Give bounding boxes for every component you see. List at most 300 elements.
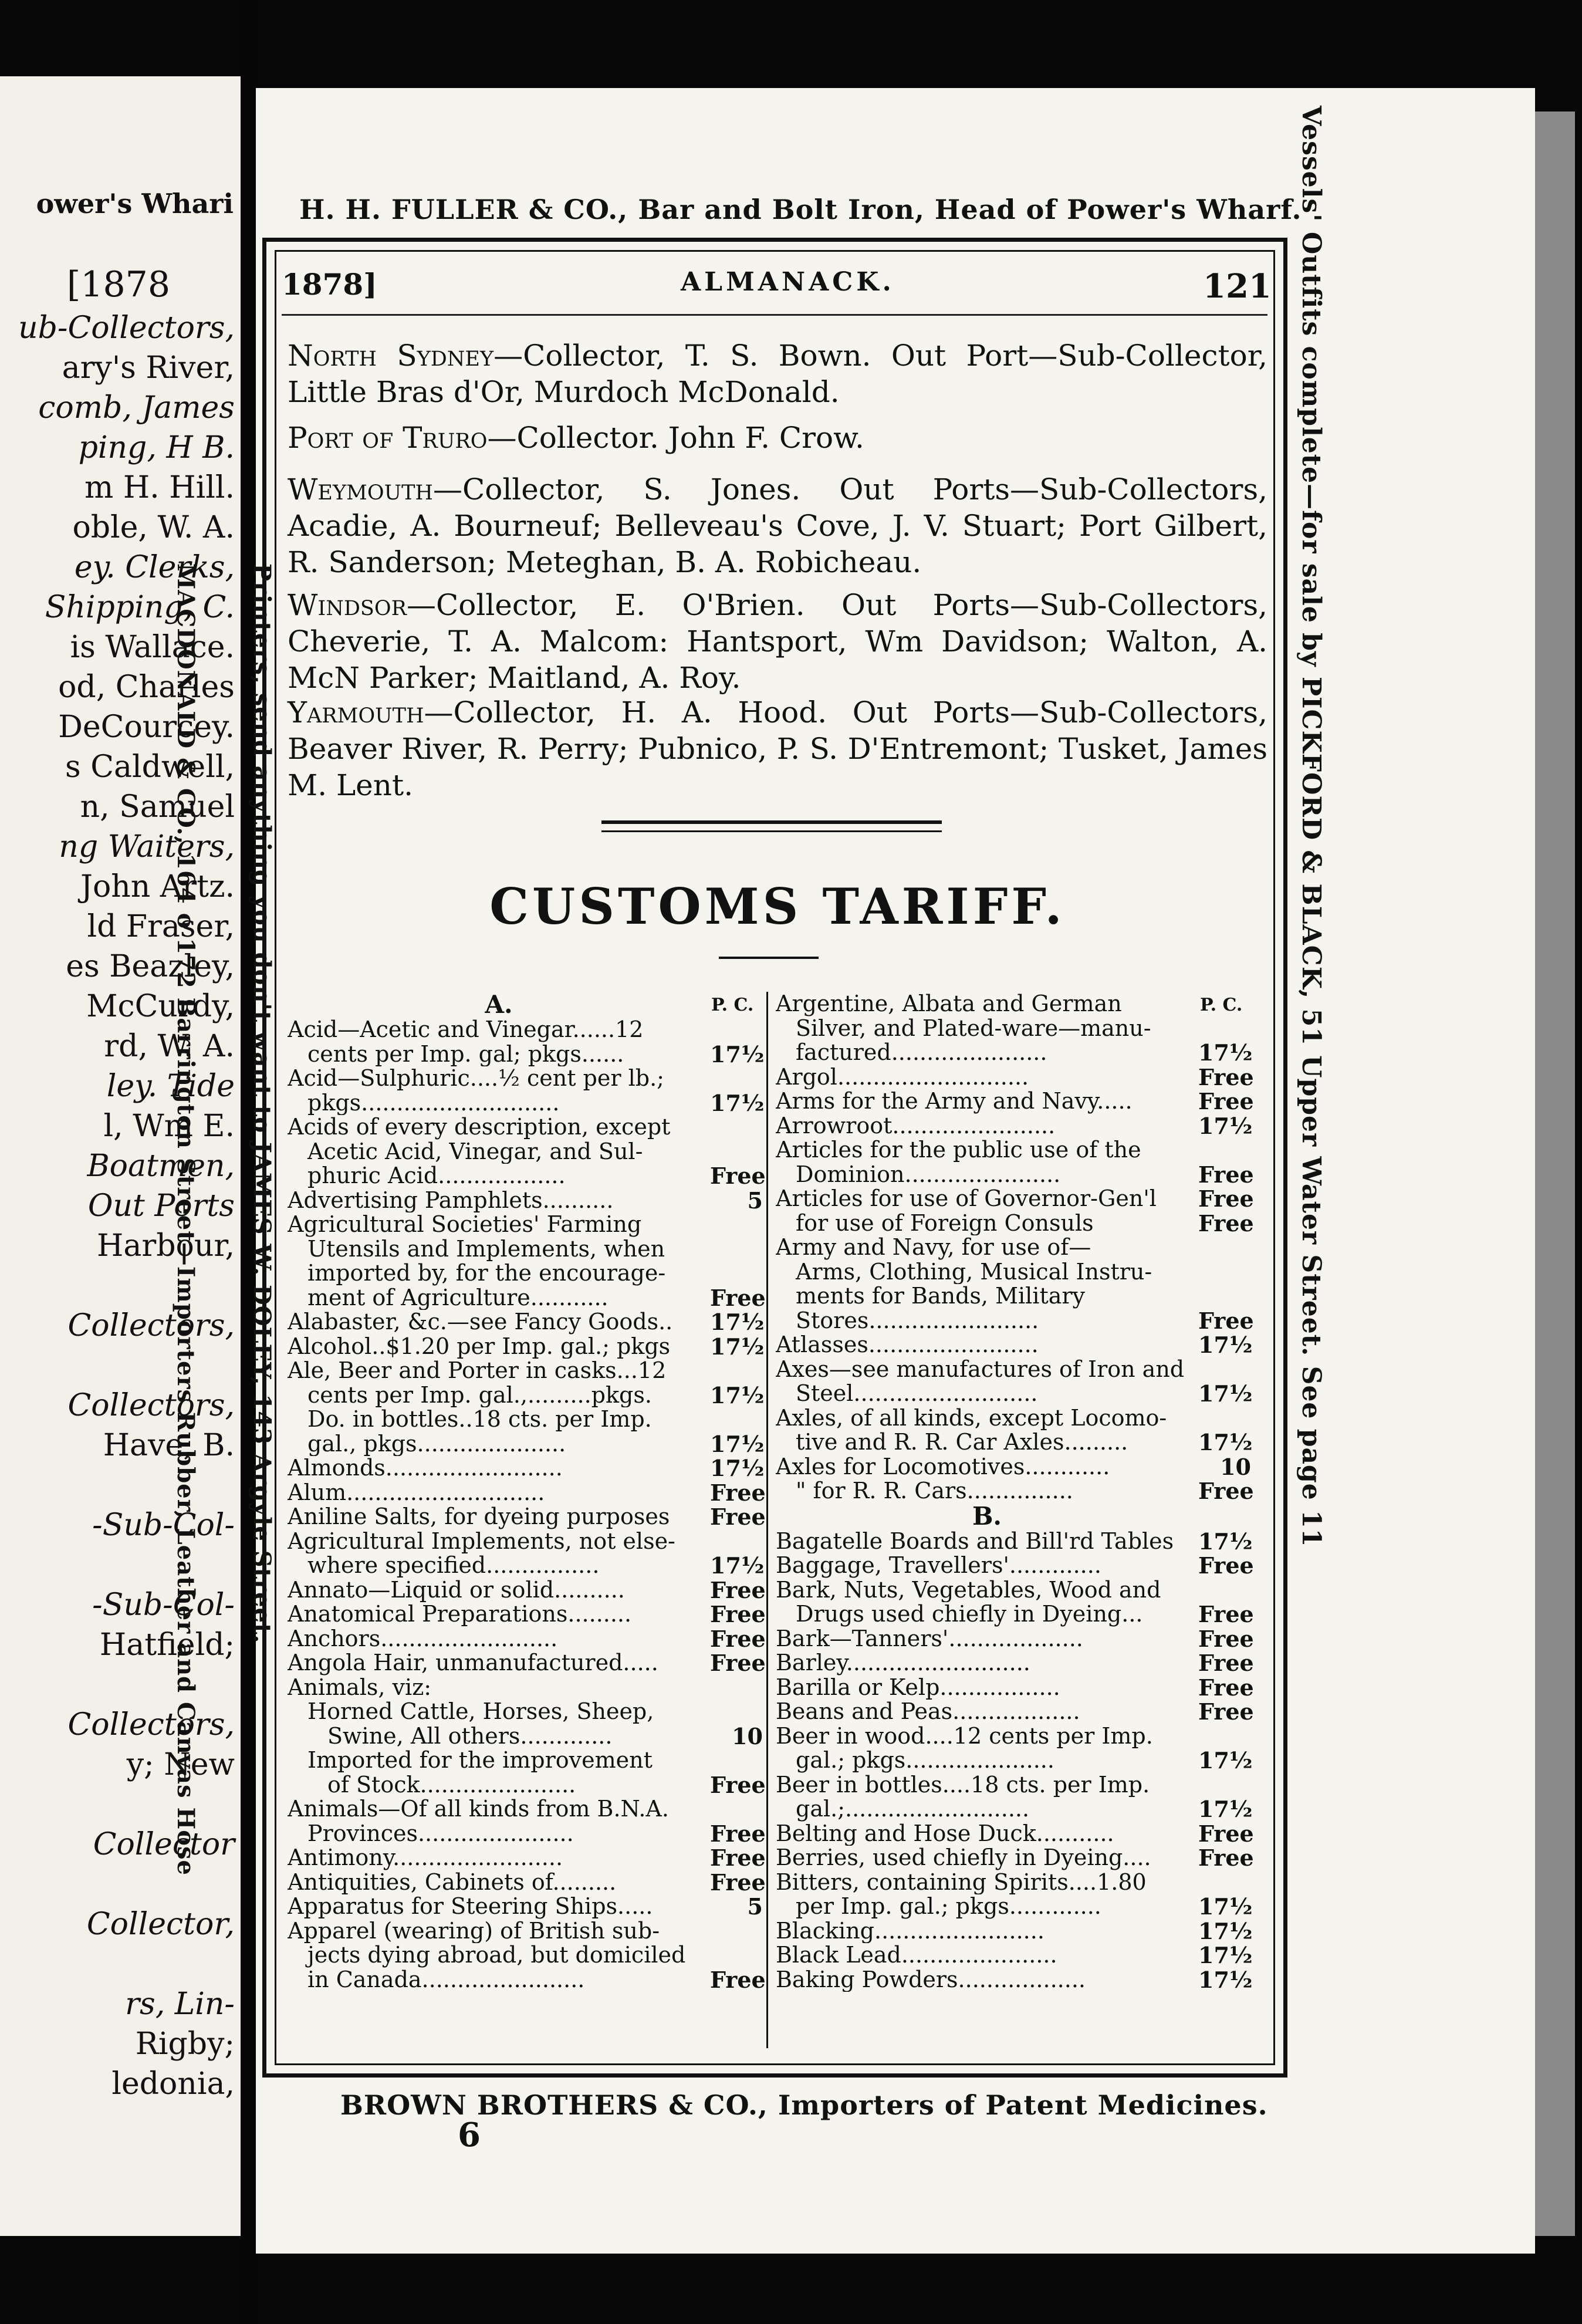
tariff-row — [288, 1601, 766, 1627]
tariff-item: ment of Agriculture........... — [307, 1285, 609, 1310]
top-advertisement: H. H. FULLER & CO., Bar and Bolt Iron, Head of Power's Wharf. — [299, 194, 1302, 225]
tariff-rate: Free — [1198, 1161, 1254, 1188]
tariff-item: Annato—Liquid or solid.......... — [288, 1578, 625, 1602]
facing-page-line: comb, James — [38, 390, 235, 425]
tariff-item: Acid—Sulphuric....½ cent per lb.; — [288, 1066, 664, 1091]
tariff-item: Drugs used chiefly in Dyeing... — [796, 1602, 1143, 1627]
tariff-rate: Free — [710, 1820, 766, 1847]
tariff-row — [288, 1576, 766, 1603]
tariff-item: Bagatelle Boards and Bill'rd Tables — [776, 1529, 1174, 1553]
tariff-rate — [710, 1212, 763, 1237]
tariff-row — [776, 1650, 1254, 1676]
tariff-rate — [710, 1237, 763, 1262]
tariff-item: Articles for the public use of the — [776, 1138, 1141, 1163]
facing-page-line: is Wallace. — [70, 630, 235, 665]
tariff-item: Berries, used chiefly in Dyeing.... — [776, 1846, 1151, 1870]
tariff-row — [776, 1845, 1254, 1871]
tariff-item: Do. in bottles..18 cts. per Imp. — [307, 1407, 652, 1432]
port-text: —Collector, H. A. Hood. Out Ports—Sub-Collectors, Beaver River, R. Perry; Pubnico, P. S. D'Entremont; Tusket, James M. Lent. — [288, 695, 1267, 802]
tariff-row — [776, 1088, 1254, 1114]
tariff-row — [776, 1016, 1251, 1041]
tariff-row — [776, 1260, 1251, 1285]
tariff-title: CUSTOMS TARIFF. — [489, 877, 1066, 935]
tariff-item: Alcohol..$1.20 per Imp. gal.; pkgs — [288, 1334, 671, 1359]
tariff-row — [288, 1042, 763, 1067]
tariff-row — [776, 1161, 1254, 1188]
tariff-item: tive and R. R. Car Axles......... — [796, 1430, 1128, 1455]
tariff-row — [776, 1625, 1254, 1652]
tariff-row — [776, 1063, 1254, 1090]
port-truro — [288, 420, 1267, 456]
tariff-row — [776, 1894, 1251, 1919]
header-rule — [282, 314, 1267, 316]
tariff-row — [776, 1797, 1251, 1822]
signature-mark: 6 — [458, 2116, 481, 2154]
tariff-rate: 17½ — [1198, 1893, 1253, 1920]
tariff-item: Horned Cattle, Horses, Sheep, — [307, 1700, 654, 1724]
facing-page-line: es Beazley, — [66, 949, 235, 984]
tariff-item: Argol........................... — [776, 1065, 1029, 1089]
tariff-row — [288, 1724, 763, 1749]
tariff-row — [776, 1870, 1251, 1895]
tariff-row — [776, 1943, 1251, 1968]
tariff-rate: Free — [1198, 1307, 1254, 1334]
tariff-row — [288, 1797, 763, 1822]
port-name: North Sydney — [288, 339, 494, 373]
tariff-item: imported by, for the encourage- — [307, 1261, 666, 1286]
facing-page-line: rs, Lin- — [125, 1987, 235, 2022]
facing-page-year: [1878 — [66, 264, 170, 305]
tariff-item: Argentine, Albata and German — [776, 992, 1122, 1016]
tariff-item: " for R. R. Cars............... — [796, 1479, 1073, 1504]
tariff-item: in Canada....................... — [307, 1967, 585, 1992]
tariff-item: Apparel (wearing) of British sub- — [288, 1918, 660, 1943]
tariff-rate: Free — [1198, 1478, 1254, 1504]
tariff-row — [776, 1601, 1254, 1627]
tariff-row — [288, 1018, 763, 1042]
tariff-rate: 17½ — [1198, 1528, 1253, 1555]
facing-page-line: -Sub-Col- — [92, 1587, 235, 1623]
tariff-item: phuric Acid.................. — [307, 1164, 566, 1188]
tariff-item: Provinces...................... — [307, 1821, 574, 1846]
tariff-item: Silver, and Plated-ware—manu- — [796, 1016, 1151, 1041]
tariff-item: Bark—Tanners'................... — [776, 1626, 1083, 1651]
facing-page-line: l, Wm E. — [103, 1109, 235, 1144]
tariff-item: Alum............................ — [288, 1480, 545, 1505]
tariff-section-letter: A. — [485, 990, 513, 1019]
tariff-item: Anatomical Preparations......... — [288, 1602, 632, 1627]
facing-page-line: Out Ports — [87, 1188, 235, 1224]
tariff-title-rule — [719, 957, 819, 959]
tariff-row — [288, 1966, 766, 1993]
tariff-item: Baggage, Travellers'............. — [776, 1553, 1101, 1578]
port-name: Weymouth — [288, 472, 433, 506]
facing-page-line: Rigby; — [135, 2026, 235, 2062]
tariff-item: where specified................ — [307, 1553, 600, 1578]
tariff-row — [776, 1698, 1254, 1725]
tariff-rate: Free — [710, 1504, 766, 1530]
tariff-row — [776, 1235, 1251, 1260]
tariff-row — [776, 1552, 1254, 1579]
tariff-row — [288, 1066, 763, 1091]
facing-page-line: y; New — [126, 1747, 235, 1782]
tariff-rate — [710, 1700, 763, 1724]
section-rule-top — [601, 820, 942, 824]
tariff-item: gal.;.......................... — [796, 1797, 1030, 1822]
tariff-item: Angola Hair, unmanufactured..... — [288, 1651, 658, 1676]
tariff-row — [776, 1430, 1251, 1455]
facing-page-line: ley. Tide — [106, 1069, 235, 1104]
tariff-row — [288, 1335, 763, 1359]
tariff-item: cents per Imp. gal; pkgs...... — [307, 1042, 624, 1066]
tariff-rate — [1198, 992, 1251, 1016]
port-name: Port of Truro — [288, 421, 488, 455]
tariff-item: Black Lead...................... — [776, 1943, 1057, 1968]
facing-page-line: rd, W. A. — [104, 1029, 235, 1064]
port-weymouth — [288, 471, 1267, 580]
tariff-item: Antimony........................ — [288, 1846, 563, 1870]
col-header-left: P. C. — [711, 995, 754, 1015]
tariff-item: Advertising Pamphlets.......... — [288, 1188, 614, 1212]
tariff-item: Acetic Acid, Vinegar, and Sul- — [307, 1139, 643, 1164]
tariff-rate: 17½ — [1198, 1112, 1253, 1139]
tariff-rate — [710, 1359, 763, 1383]
tariff-rate: 17½ — [1198, 1747, 1253, 1774]
tariff-row — [288, 1479, 766, 1506]
tariff-rate: Free — [710, 1966, 766, 1993]
facing-page-line: od, Charles — [58, 670, 235, 705]
tariff-item: of Stock...................... — [327, 1772, 576, 1797]
tariff-row — [288, 1310, 763, 1335]
tariff-item: Barilla or Kelp................. — [776, 1675, 1060, 1700]
tariff-row — [776, 1455, 1251, 1479]
tariff-rate — [710, 1943, 763, 1968]
tariff-item: factured...................... — [796, 1041, 1047, 1065]
tariff-row — [776, 1968, 1251, 1992]
tariff-rate: Free — [1198, 1210, 1254, 1237]
port-yarmouth — [288, 694, 1267, 803]
tariff-item: Arms, Clothing, Musical Instru- — [796, 1259, 1152, 1284]
port-text: —Collector, T. S. Bown. Out Port—Sub-Collector, Little Bras d'Or, Murdoch McDonald. — [288, 339, 1267, 409]
tariff-rate: Free — [710, 1869, 766, 1896]
tariff-rate — [710, 1676, 763, 1700]
tariff-rate: 17½ — [710, 1333, 765, 1360]
tariff-row — [776, 992, 1251, 1016]
tariff-row — [776, 1210, 1254, 1237]
tariff-item: ments for Bands, Military — [796, 1284, 1085, 1309]
tariff-rate — [1198, 1235, 1251, 1260]
tariff-rate: 17½ — [710, 1455, 765, 1481]
header-year: 1878] — [282, 267, 377, 302]
facing-page — [0, 76, 241, 2236]
tariff-row — [776, 1919, 1251, 1944]
tariff-item: Bark, Nuts, Vegetables, Wood and — [776, 1578, 1161, 1602]
tariff-item: Axes—see manufactures of Iron and — [776, 1357, 1185, 1381]
tariff-row — [776, 1284, 1251, 1309]
tariff-item: Ale, Beer and Porter in casks...12 — [288, 1359, 667, 1383]
tariff-rate: 17½ — [710, 1089, 765, 1116]
tariff-item: Belting and Hose Duck........... — [776, 1821, 1114, 1846]
tariff-item: Beer in wood....12 cents per Imp. — [776, 1724, 1153, 1748]
tariff-rate — [1198, 1870, 1251, 1895]
facing-page-line: ld Fraser, — [87, 909, 235, 944]
tariff-rate: Free — [1198, 1088, 1254, 1114]
section-rule-bottom — [601, 830, 942, 832]
tariff-rate: Free — [710, 1625, 766, 1652]
tariff-row — [776, 1724, 1251, 1749]
tariff-row — [288, 1504, 766, 1530]
tariff-rate: Free — [1198, 1185, 1254, 1212]
tariff-item: Axles, of all kinds, except Locomo- — [776, 1406, 1167, 1430]
tariff-section-letter: B. — [972, 1501, 1002, 1531]
tariff-rate: Free — [710, 1650, 766, 1676]
facing-page-line: Collectors, — [67, 1388, 235, 1423]
tariff-row — [288, 1163, 766, 1189]
tariff-rate: 17½ — [1198, 1429, 1253, 1455]
tariff-rate: Free — [1198, 1650, 1254, 1676]
facing-page-line: Collector — [93, 1827, 235, 1862]
tariff-item: for use of Foreign Consuls — [796, 1211, 1094, 1235]
tariff-row — [288, 1625, 766, 1652]
tariff-rate: 17½ — [710, 1381, 765, 1408]
tariff-item: Animals—Of all kinds from B.N.A. — [288, 1797, 669, 1822]
tariff-row — [288, 1261, 763, 1286]
tariff-item: gal., pkgs..................... — [307, 1431, 566, 1456]
facing-page-line: Shipping, C. — [45, 590, 235, 625]
tariff-rate: 17½ — [710, 1552, 765, 1579]
tariff-row — [288, 1432, 763, 1457]
tariff-item: Beans and Peas.................. — [776, 1700, 1080, 1724]
tariff-row — [776, 1333, 1251, 1357]
port-north-sydney — [288, 337, 1267, 410]
tariff-item: Agricultural Implements, not else- — [288, 1529, 675, 1553]
tariff-rate: 17½ — [1198, 1039, 1253, 1066]
margin-ad-pickford: Vessels' Outfits complete—for sale by PICKFORD & BLACK, 51 Upper Water Street. See page 11 — [1296, 106, 1326, 1548]
tariff-item: Axles for Locomotives............ — [776, 1454, 1110, 1479]
tariff-row — [776, 1478, 1254, 1504]
facing-page-line: m H. Hill. — [84, 470, 235, 505]
port-name: Yarmouth — [288, 695, 424, 729]
tariff-rate: Free — [710, 1771, 766, 1798]
tariff-rate: Free — [710, 1845, 766, 1871]
tariff-item: Animals, viz: — [288, 1675, 432, 1700]
tariff-item: Imported for the improvement — [307, 1748, 653, 1773]
tariff-item: Bitters, containing Spirits....1.80 — [776, 1870, 1147, 1894]
tariff-item: per Imp. gal.; pkgs............. — [796, 1894, 1101, 1919]
tariff-row — [288, 1359, 763, 1383]
tariff-row — [288, 1748, 763, 1773]
tariff-rate — [1198, 1406, 1251, 1431]
tariff-item: Articles for use of Governor-Gen'l — [776, 1187, 1157, 1211]
tariff-rate — [710, 1140, 763, 1164]
tariff-rate: 17½ — [1198, 1796, 1253, 1822]
tariff-rate: 10 — [1220, 1453, 1251, 1480]
facing-page-line: ng Waiters, — [59, 829, 235, 864]
tariff-item: Anchors......................... — [288, 1626, 558, 1651]
tariff-row — [288, 1091, 763, 1116]
tariff-rate: Free — [710, 1479, 766, 1506]
tariff-row — [776, 1674, 1254, 1701]
tariff-item: Acids of every description, except — [288, 1115, 671, 1140]
facing-page-line: ledonia, — [111, 2066, 235, 2102]
tariff-item: Acid—Acetic and Vinegar......12 — [288, 1018, 644, 1042]
tariff-item: gal.; pkgs..................... — [796, 1748, 1054, 1773]
facing-page-line: -Sub-Col- — [92, 1508, 235, 1543]
margin-ad-macdonald: MACDONALD & CO., 164 o 172 Barrington Street—Importers Rubber, Leather and Canvas Hose — [172, 563, 200, 1876]
tariff-row — [776, 1041, 1251, 1065]
tariff-row — [288, 1188, 763, 1213]
tariff-row — [288, 1869, 766, 1896]
tariff-rate: Free — [1198, 1063, 1254, 1090]
facing-page-line: Collectors, — [67, 1308, 235, 1343]
tariff-rate: 17½ — [710, 1309, 765, 1335]
tariff-rate: 17½ — [1198, 1966, 1253, 1993]
tariff-column-left — [288, 990, 766, 1993]
tariff-row — [776, 1773, 1251, 1798]
page-edge — [1535, 112, 1575, 2236]
tariff-row — [776, 1820, 1254, 1847]
tariff-row — [288, 1529, 763, 1554]
facing-page-line: n, Samuel — [80, 789, 235, 825]
facing-page-line: DeCourcey. — [58, 710, 235, 745]
facing-page-running-head: ower's Whari — [36, 188, 234, 219]
tariff-rate: Free — [710, 1163, 766, 1189]
tariff-item: Apparatus for Steering Ships..... — [288, 1894, 653, 1919]
tariff-item: Atlasses........................ — [776, 1333, 1039, 1357]
tariff-row — [288, 1456, 763, 1481]
tariff-rate: 17½ — [1198, 1917, 1253, 1944]
tariff-item: Steel.......................... — [796, 1381, 1038, 1406]
tariff-item: Alabaster, &c.—see Fancy Goods.. — [288, 1310, 673, 1335]
tariff-row — [776, 1357, 1251, 1382]
facing-page-line: Harbour, — [97, 1228, 235, 1264]
facing-page-line: Hatfield; — [99, 1627, 235, 1663]
tariff-rate — [710, 1407, 763, 1432]
tariff-rate: 5 — [747, 1187, 763, 1214]
tariff-rate: 17½ — [1198, 1380, 1253, 1407]
tariff-row — [288, 1894, 763, 1919]
facing-page-line: ping, H B. — [78, 430, 235, 465]
tariff-row — [288, 1383, 763, 1408]
facing-page-line: Collector, — [86, 1907, 235, 1942]
tariff-item: Beer in bottles....18 cts. per Imp. — [776, 1772, 1150, 1797]
tariff-item: Almonds......................... — [288, 1456, 563, 1481]
facing-page-line: Collectors, — [67, 1707, 235, 1742]
facing-page-line: Have, B. — [103, 1428, 235, 1463]
tariff-rate — [1198, 1260, 1251, 1285]
column-divider — [766, 992, 768, 2048]
tariff-row — [288, 1553, 763, 1578]
tariff-item: Dominion...................... — [796, 1162, 1061, 1187]
facing-page-line: John Artz. — [80, 869, 235, 904]
port-windsor — [288, 587, 1267, 696]
tariff-rate — [710, 1919, 763, 1944]
tariff-rate — [1198, 1138, 1251, 1163]
port-text: —Collector. John F. Crow. — [487, 421, 864, 455]
tariff-rate: Free — [1198, 1698, 1254, 1725]
tariff-rate — [1198, 1357, 1251, 1382]
tariff-row — [288, 1771, 766, 1798]
margin-ad-doley: Printers, send anything you don't want to JAMES W. DOLEY, 143 Argyle Street. — [248, 563, 276, 1644]
port-name: Windsor — [288, 588, 407, 622]
tariff-rate: Free — [1198, 1552, 1254, 1579]
tariff-item: Swine, All others............. — [327, 1724, 613, 1748]
tariff-row — [776, 1307, 1254, 1334]
tariff-row — [288, 1845, 766, 1871]
tariff-row — [288, 1212, 763, 1237]
tariff-item: Blacking........................ — [776, 1918, 1044, 1943]
tariff-row — [776, 1529, 1251, 1554]
tariff-rate: 17½ — [710, 1041, 765, 1068]
tariff-rate: 17½ — [710, 1430, 765, 1457]
tariff-rate — [1198, 1578, 1251, 1603]
tariff-item: pkgs............................ — [307, 1090, 560, 1115]
tariff-rate: Free — [1198, 1674, 1254, 1701]
tariff-row — [288, 1407, 763, 1432]
tariff-item: Baking Powders.................. — [776, 1967, 1086, 1992]
tariff-row — [288, 1237, 763, 1262]
tariff-row — [288, 1820, 766, 1847]
tariff-item: Arrowroot....................... — [776, 1113, 1056, 1138]
tariff-item: Arms for the Army and Navy..... — [776, 1089, 1133, 1114]
tariff-rate — [710, 1261, 763, 1286]
bottom-advertisement: BROWN BROTHERS & CO., Importers of Patent Medicines. — [340, 2089, 1268, 2121]
tariff-rate — [710, 1529, 763, 1554]
tariff-row — [776, 1578, 1251, 1603]
tariff-item: Barley.......................... — [776, 1651, 1030, 1676]
tariff-item: Antiquities, Cabinets of......... — [288, 1870, 617, 1894]
tariff-item: Army and Navy, for use of— — [776, 1235, 1091, 1260]
tariff-rate — [710, 1018, 763, 1042]
tariff-rate: Free — [1198, 1601, 1254, 1627]
tariff-rate: 17½ — [1198, 1332, 1253, 1358]
tariff-row — [776, 1138, 1251, 1163]
tariff-row — [776, 1406, 1251, 1431]
tariff-rate — [1198, 1284, 1251, 1309]
tariff-row — [776, 1381, 1251, 1406]
tariff-item: Agricultural Societies' Farming — [288, 1212, 642, 1237]
tariff-row — [776, 1185, 1254, 1212]
tariff-rate: Free — [710, 1601, 766, 1627]
port-text: —Collector, S. Jones. Out Ports—Sub-Collectors, Acadie, A. Bourneuf; Belleveau's Cove, J. V. Stuart; Port Gilbert, R. Sanderson; Meteghan, B. A. Robicheau. — [288, 472, 1267, 579]
tariff-item: Aniline Salts, for dyeing purposes — [288, 1505, 670, 1529]
tariff-row — [776, 1748, 1251, 1773]
facing-page-line: ub-Collectors, — [18, 310, 235, 346]
tariff-item: jects dying abroad, but domiciled — [307, 1943, 686, 1968]
tariff-row — [288, 1284, 766, 1311]
facing-page-line: s Caldwell, — [65, 749, 235, 785]
tariff-rate: Free — [710, 1576, 766, 1603]
facing-page-line: ey. Clerks, — [74, 550, 235, 585]
tariff-row — [776, 1114, 1251, 1139]
header-page-number: 121 — [1203, 267, 1272, 306]
tariff-rate: Free — [1198, 1820, 1254, 1847]
tariff-item: Stores........................ — [796, 1308, 1039, 1333]
tariff-item: cents per Imp. gal.,.........pkgs. — [307, 1383, 652, 1407]
header-title: ALMANACK. — [681, 267, 895, 297]
tariff-row — [288, 1919, 763, 1944]
facing-page-line: ary's River, — [62, 350, 235, 386]
facing-page-line: Boatmen, — [87, 1149, 235, 1184]
tariff-rate — [1198, 1016, 1251, 1041]
tariff-row — [288, 1140, 763, 1164]
tariff-rate — [1198, 1724, 1251, 1749]
col-header-right: P. C. — [1200, 995, 1243, 1015]
facing-page-line: oble, W. A. — [72, 510, 235, 545]
tariff-rate — [710, 1066, 763, 1091]
tariff-row — [288, 1943, 763, 1968]
tariff-column-right — [776, 992, 1254, 1993]
